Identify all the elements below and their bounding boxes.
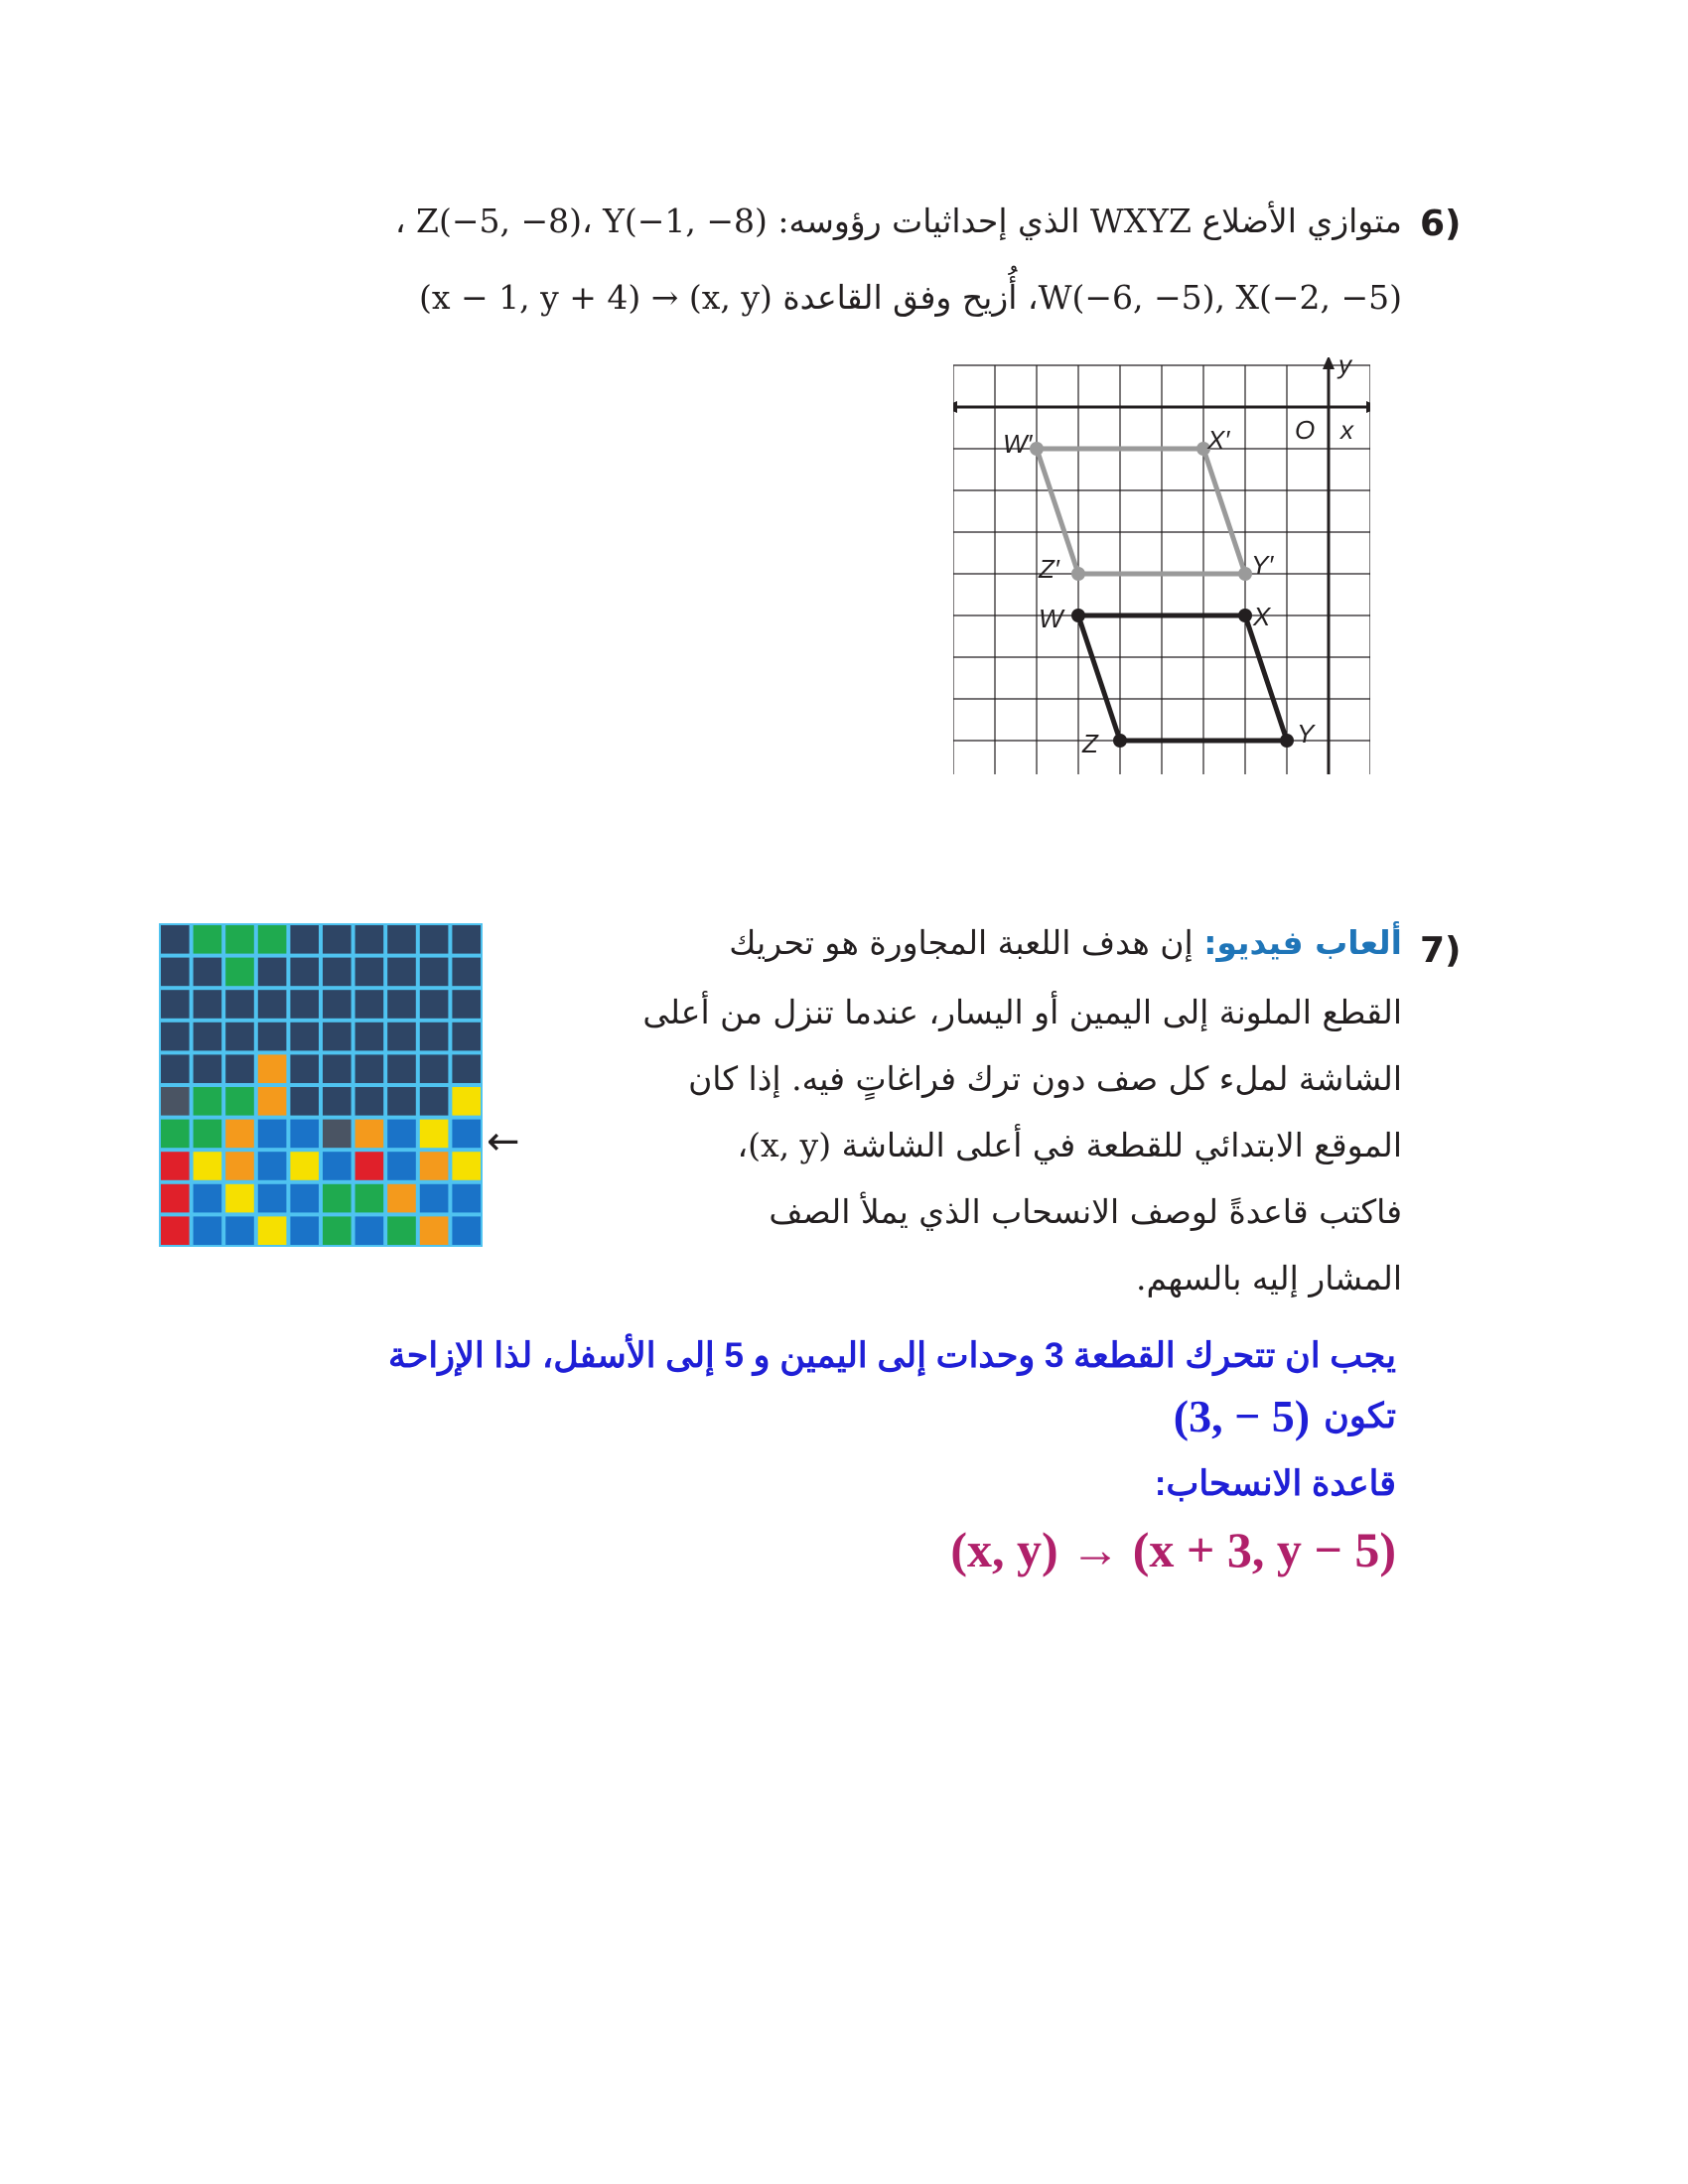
yellow-block bbox=[258, 1216, 287, 1245]
empty-cell bbox=[290, 1054, 319, 1083]
original-parallelogram-vertex bbox=[1113, 734, 1127, 748]
empty-cell bbox=[161, 1023, 190, 1051]
green-block bbox=[258, 925, 287, 954]
green-block bbox=[323, 1216, 352, 1245]
answer-translation-vector: (3, − 5) bbox=[1173, 1391, 1311, 1441]
blue-block bbox=[258, 1184, 287, 1213]
blue-block bbox=[258, 1152, 287, 1180]
empty-cell bbox=[225, 1023, 254, 1051]
red-block bbox=[355, 1152, 384, 1180]
empty-cell bbox=[387, 958, 416, 987]
image-parallelogram bbox=[1037, 449, 1245, 574]
empty-cell bbox=[452, 1054, 481, 1083]
orange-block bbox=[420, 1152, 449, 1180]
label-Z_prime: Z′ bbox=[1039, 554, 1059, 584]
green-block bbox=[387, 1216, 416, 1245]
original-parallelogram-vertex bbox=[1238, 609, 1252, 622]
empty-cell bbox=[323, 1054, 352, 1083]
blue-block bbox=[225, 1216, 254, 1245]
label-origin: O bbox=[1295, 415, 1316, 445]
yellow-block bbox=[290, 1152, 319, 1180]
empty-cell bbox=[161, 990, 190, 1019]
blue-block bbox=[290, 1216, 319, 1245]
blue-block bbox=[420, 1184, 449, 1213]
empty-cell bbox=[355, 925, 384, 954]
red-block bbox=[161, 1216, 190, 1245]
orange-block bbox=[225, 1120, 254, 1149]
question-7-line-1-text: إن هدف اللعبة المجاورة هو تحريك bbox=[729, 923, 1194, 962]
x-axis-arrow-left bbox=[953, 401, 957, 413]
empty-cell bbox=[452, 990, 481, 1019]
yellow-block bbox=[194, 1152, 222, 1180]
empty-cell bbox=[225, 1054, 254, 1083]
yellow-block bbox=[420, 1120, 449, 1149]
empty-cell bbox=[420, 990, 449, 1019]
empty-cell bbox=[420, 1054, 449, 1083]
original-parallelogram-vertex bbox=[1071, 609, 1085, 622]
green-block bbox=[323, 1184, 352, 1213]
green-block bbox=[225, 925, 254, 954]
empty-cell bbox=[452, 1023, 481, 1051]
translation-graph bbox=[953, 357, 1370, 774]
green-block bbox=[161, 1120, 190, 1149]
blue-block bbox=[452, 1184, 481, 1213]
empty-cell bbox=[258, 1023, 287, 1051]
question-7-title: ألعاب فيديو: bbox=[1203, 923, 1402, 962]
red-block bbox=[161, 1184, 190, 1213]
empty-cell bbox=[194, 958, 222, 987]
empty-cell bbox=[355, 990, 384, 1019]
answer-line-2 bbox=[1174, 1390, 1396, 1442]
image-parallelogram-vertex bbox=[1071, 567, 1085, 581]
answer-line-1: يجب ان تتحرك القطعة 3 وحدات إلى اليمين و 5 إلى الأسفل، لذا الإزاحة bbox=[388, 1336, 1396, 1375]
green-block bbox=[225, 958, 254, 987]
empty-cell bbox=[225, 990, 254, 1019]
empty-cell bbox=[258, 958, 287, 987]
blue-block bbox=[355, 1216, 384, 1245]
label-X: X bbox=[1253, 602, 1271, 631]
answer-rule-label: قاعدة الانسحاب: bbox=[1154, 1464, 1396, 1503]
empty-cell bbox=[452, 925, 481, 954]
orange-block bbox=[225, 1152, 254, 1180]
original-parallelogram-vertex bbox=[1280, 734, 1294, 748]
blue-block bbox=[452, 1120, 481, 1149]
question-6-line-1: متوازي الأضلاع WXYZ الذي إحداثيات رؤوسه: Z(−5, −8)، Y(−1, −8) ، bbox=[394, 202, 1402, 240]
empty-cell bbox=[258, 990, 287, 1019]
empty-cell bbox=[323, 990, 352, 1019]
question-7-line-1 bbox=[729, 923, 1402, 962]
original-parallelogram bbox=[1078, 615, 1287, 741]
label-axis_y: y bbox=[1338, 357, 1351, 379]
question-7-line-5: فاكتب قاعدةً لوصف الانسحاب الذي يملأ الصف bbox=[769, 1192, 1402, 1231]
game-cells bbox=[159, 923, 483, 1247]
empty-cell bbox=[194, 1054, 222, 1083]
blue-block bbox=[387, 1120, 416, 1149]
empty-cell bbox=[194, 990, 222, 1019]
empty-cell bbox=[420, 1023, 449, 1051]
empty-cell bbox=[290, 958, 319, 987]
blue-block bbox=[323, 1152, 352, 1180]
blue-block bbox=[387, 1152, 416, 1180]
empty-cell bbox=[290, 990, 319, 1019]
empty-cell bbox=[387, 1087, 416, 1116]
blue-block bbox=[194, 1184, 222, 1213]
empty-cell bbox=[387, 1023, 416, 1051]
green-block bbox=[194, 925, 222, 954]
orange-block bbox=[420, 1216, 449, 1245]
empty-cell bbox=[387, 990, 416, 1019]
empty-cell bbox=[290, 925, 319, 954]
orange-block bbox=[387, 1184, 416, 1213]
green-block bbox=[194, 1087, 222, 1116]
empty-cell bbox=[323, 1023, 352, 1051]
gray-cell bbox=[323, 1120, 352, 1149]
green-block bbox=[225, 1087, 254, 1116]
empty-cell bbox=[161, 925, 190, 954]
question-7-line-2: القطع الملونة إلى اليمين أو اليسار، عندما تنزل من أعلى bbox=[642, 993, 1402, 1031]
blue-block bbox=[290, 1184, 319, 1213]
label-W: W bbox=[1039, 604, 1063, 633]
orange-block bbox=[258, 1054, 287, 1083]
empty-cell bbox=[290, 1087, 319, 1116]
blue-block bbox=[194, 1216, 222, 1245]
empty-cell bbox=[290, 1023, 319, 1051]
label-Y_prime: Y′ bbox=[1251, 550, 1274, 580]
row-arrow-icon: ← bbox=[487, 1119, 520, 1164]
image-parallelogram-vertex bbox=[1238, 567, 1252, 581]
empty-cell bbox=[420, 1087, 449, 1116]
empty-cell bbox=[323, 958, 352, 987]
label-W_prime: W′ bbox=[1003, 429, 1033, 459]
yellow-block bbox=[452, 1087, 481, 1116]
empty-cell bbox=[387, 1054, 416, 1083]
question-6-line-2: W(−6, −5), X(−2, −5)، أُزيح وفق القاعدة (x, y) → (x − 1, y + 4) bbox=[418, 278, 1402, 317]
orange-block bbox=[355, 1120, 384, 1149]
empty-cell bbox=[420, 925, 449, 954]
question-7-number: 7) bbox=[1420, 930, 1462, 971]
x-axis-arrow-right bbox=[1366, 401, 1370, 413]
empty-cell bbox=[323, 925, 352, 954]
red-block bbox=[161, 1152, 190, 1180]
answer-translation-rule: (x, y) → (x + 3, y − 5) bbox=[950, 1522, 1396, 1577]
question-7-line-6: المشار إليه بالسهم. bbox=[1136, 1259, 1402, 1297]
label-axis_x: x bbox=[1340, 415, 1353, 445]
empty-cell bbox=[355, 1054, 384, 1083]
answer-line-2-word: تكون bbox=[1324, 1396, 1396, 1435]
blue-block bbox=[258, 1120, 287, 1149]
empty-cell bbox=[161, 958, 190, 987]
label-Z: Z bbox=[1082, 729, 1098, 758]
y-axis-arrow-up bbox=[1323, 357, 1335, 369]
orange-block bbox=[258, 1087, 287, 1116]
question-7-line-4: الموقع الابتدائي للقطعة في أعلى الشاشة (x, y)، bbox=[737, 1126, 1402, 1164]
blue-block bbox=[290, 1120, 319, 1149]
yellow-block bbox=[452, 1152, 481, 1180]
empty-cell bbox=[355, 1023, 384, 1051]
green-block bbox=[355, 1184, 384, 1213]
green-block bbox=[194, 1120, 222, 1149]
empty-cell bbox=[452, 958, 481, 987]
empty-cell bbox=[323, 1087, 352, 1116]
empty-cell bbox=[355, 1087, 384, 1116]
empty-cell bbox=[161, 1054, 190, 1083]
empty-cell bbox=[420, 958, 449, 987]
yellow-block bbox=[225, 1184, 254, 1213]
video-game-board bbox=[159, 923, 483, 1247]
label-Y: Y bbox=[1297, 719, 1315, 749]
empty-cell bbox=[355, 958, 384, 987]
label-X_prime: X′ bbox=[1207, 425, 1230, 455]
blue-block bbox=[452, 1216, 481, 1245]
question-6-number: 6) bbox=[1420, 204, 1462, 244]
empty-cell bbox=[387, 925, 416, 954]
question-7-line-3: الشاشة لملء كل صف دون ترك فراغاتٍ فيه. إذا كان bbox=[688, 1059, 1402, 1098]
gray-cell bbox=[161, 1087, 190, 1116]
empty-cell bbox=[194, 1023, 222, 1051]
